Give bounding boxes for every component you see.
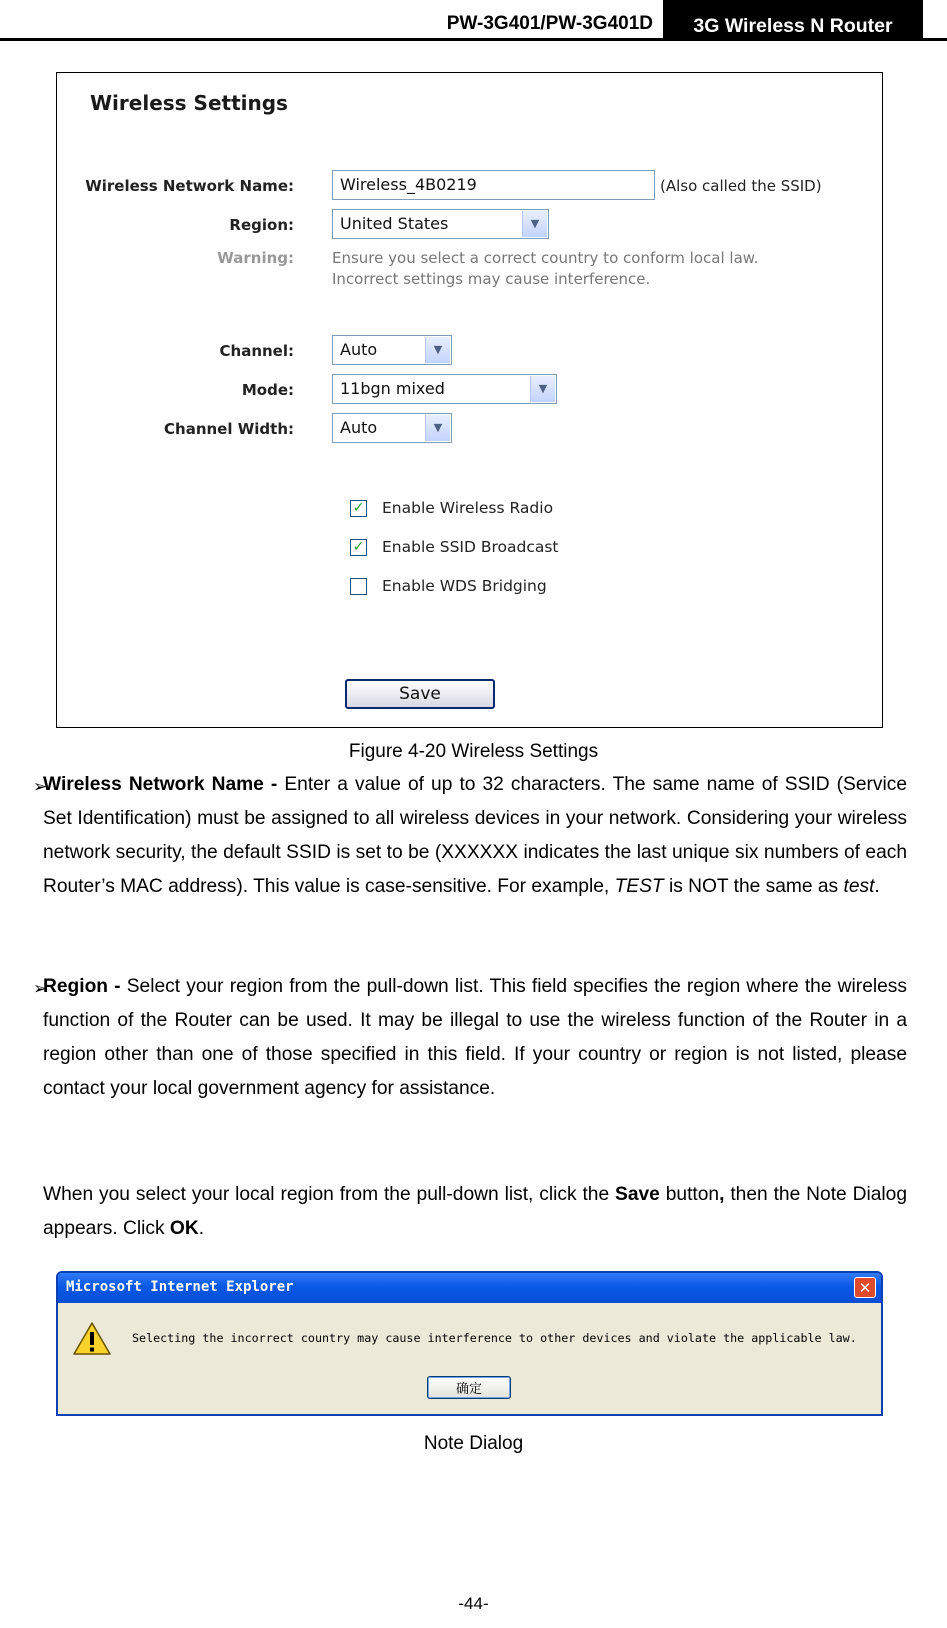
note-text-4: . — [198, 1218, 205, 1239]
region-select-value: United States — [340, 214, 449, 233]
enable-wireless-radio-row[interactable] — [350, 497, 553, 519]
mode-label: Mode: — [241, 381, 294, 399]
header-rule — [0, 38, 947, 41]
note-save-term: Save — [615, 1184, 660, 1205]
region-description — [43, 970, 907, 1106]
note-text-2: button — [659, 1184, 720, 1205]
mode-select[interactable] — [332, 374, 557, 404]
enable-wds-bridging-checkbox[interactable] — [350, 578, 367, 595]
dialog-message: Selecting the incorrect country may cause interference to other devices and violate the applicable law. — [132, 1331, 857, 1345]
header-product-tab: 3G Wireless N Router — [663, 0, 923, 38]
ssid-text-2: is NOT the same as — [663, 876, 844, 897]
note-dialog-screenshot — [56, 1271, 883, 1416]
bullet-arrow-icon: ➢ — [33, 979, 48, 998]
header-model: PW-3G401/PW-3G401D — [446, 13, 653, 34]
enable-ssid-broadcast-row[interactable] — [350, 536, 559, 558]
channel-width-select[interactable] — [332, 413, 452, 443]
note-comma: , — [719, 1184, 725, 1205]
ssid-description — [43, 768, 907, 904]
channel-width-label: Channel Width: — [164, 420, 294, 438]
warning-label: Warning: — [217, 249, 294, 267]
ssid-example-upper: TEST — [614, 876, 664, 897]
note-text-1: When you select your local region from the pull-down list, click the — [43, 1184, 616, 1205]
ssid-note: (Also called the SSID) — [660, 177, 822, 195]
chevron-down-icon[interactable]: ▼ — [522, 211, 547, 237]
enable-wds-bridging-label: Enable WDS Bridging — [382, 577, 547, 595]
region-label: Region: — [229, 216, 294, 234]
note-dialog-description — [43, 1178, 907, 1246]
ssid-text-3: . — [874, 876, 880, 897]
chevron-down-icon[interactable]: ▼ — [530, 376, 555, 402]
ssid-text-1: Enter a value of up to 32 characters. The same name of SSID (Service Set Identification) must be assigned to all wireless devices in your network. Considering your wireless network security, the default SSID is set to be (XXXXXX indicates the last unique six numbers of each Router’s MAC address). This value is case-sensitive. For example, — [43, 774, 907, 897]
chevron-down-icon[interactable]: ▼ — [425, 337, 450, 363]
dialog-title: Microsoft Internet Explorer — [66, 1279, 294, 1295]
enable-wireless-radio-label: Enable Wireless Radio — [382, 499, 554, 517]
wireless-settings-screenshot — [56, 72, 883, 728]
page-number: -44- — [458, 1594, 489, 1613]
channel-select-value: Auto — [340, 340, 378, 359]
wireless-settings-title: Wireless Settings — [90, 91, 288, 115]
enable-wireless-radio-checkbox[interactable]: ✓ — [350, 500, 367, 517]
dialog-titlebar — [58, 1273, 881, 1303]
note-ok-term: OK — [169, 1218, 199, 1239]
note-text-3: then the Note Dialog appears. Click — [43, 1184, 907, 1239]
close-icon[interactable]: ✕ — [854, 1277, 876, 1298]
warning-line-2: Incorrect settings may cause interference. — [332, 270, 651, 288]
ssid-label: Wireless Network Name: — [85, 177, 294, 195]
channel-width-select-value: Auto — [340, 418, 378, 437]
region-text: Select your region from the pull-down list. This field specifies the region where the wireless function of the Router can be used. It may be illegal to use the wireless function of the Router in a region other than one of those specified in this field. If your country or region is not listed, please contact your local government agency for assistance. — [43, 976, 907, 1099]
region-term: Region - — [43, 976, 121, 997]
note-dialog-caption: Note Dialog — [423, 1433, 524, 1454]
enable-wds-bridging-row[interactable] — [350, 575, 547, 597]
channel-label: Channel: — [219, 342, 294, 360]
enable-ssid-broadcast-label: Enable SSID Broadcast — [382, 538, 559, 556]
bullet-arrow-icon: ➢ — [33, 777, 48, 796]
mode-select-value: 11bgn mixed — [340, 379, 445, 398]
warning-line-1: Ensure you select a correct country to conform local law. — [332, 249, 759, 267]
ssid-input[interactable]: Wireless_4B0219 — [332, 170, 655, 200]
ok-button[interactable]: 确定 — [427, 1376, 511, 1399]
save-button[interactable]: Save — [345, 679, 495, 709]
ssid-example-lower: test — [843, 876, 875, 897]
region-select[interactable] — [332, 209, 549, 239]
enable-ssid-broadcast-checkbox[interactable]: ✓ — [350, 539, 367, 556]
figure-caption: Figure 4-20 Wireless Settings — [348, 741, 599, 762]
chevron-down-icon[interactable]: ▼ — [425, 415, 450, 441]
channel-select[interactable] — [332, 335, 452, 365]
warning-icon — [72, 1321, 112, 1357]
ssid-term: Wireless Network Name - — [43, 774, 278, 795]
